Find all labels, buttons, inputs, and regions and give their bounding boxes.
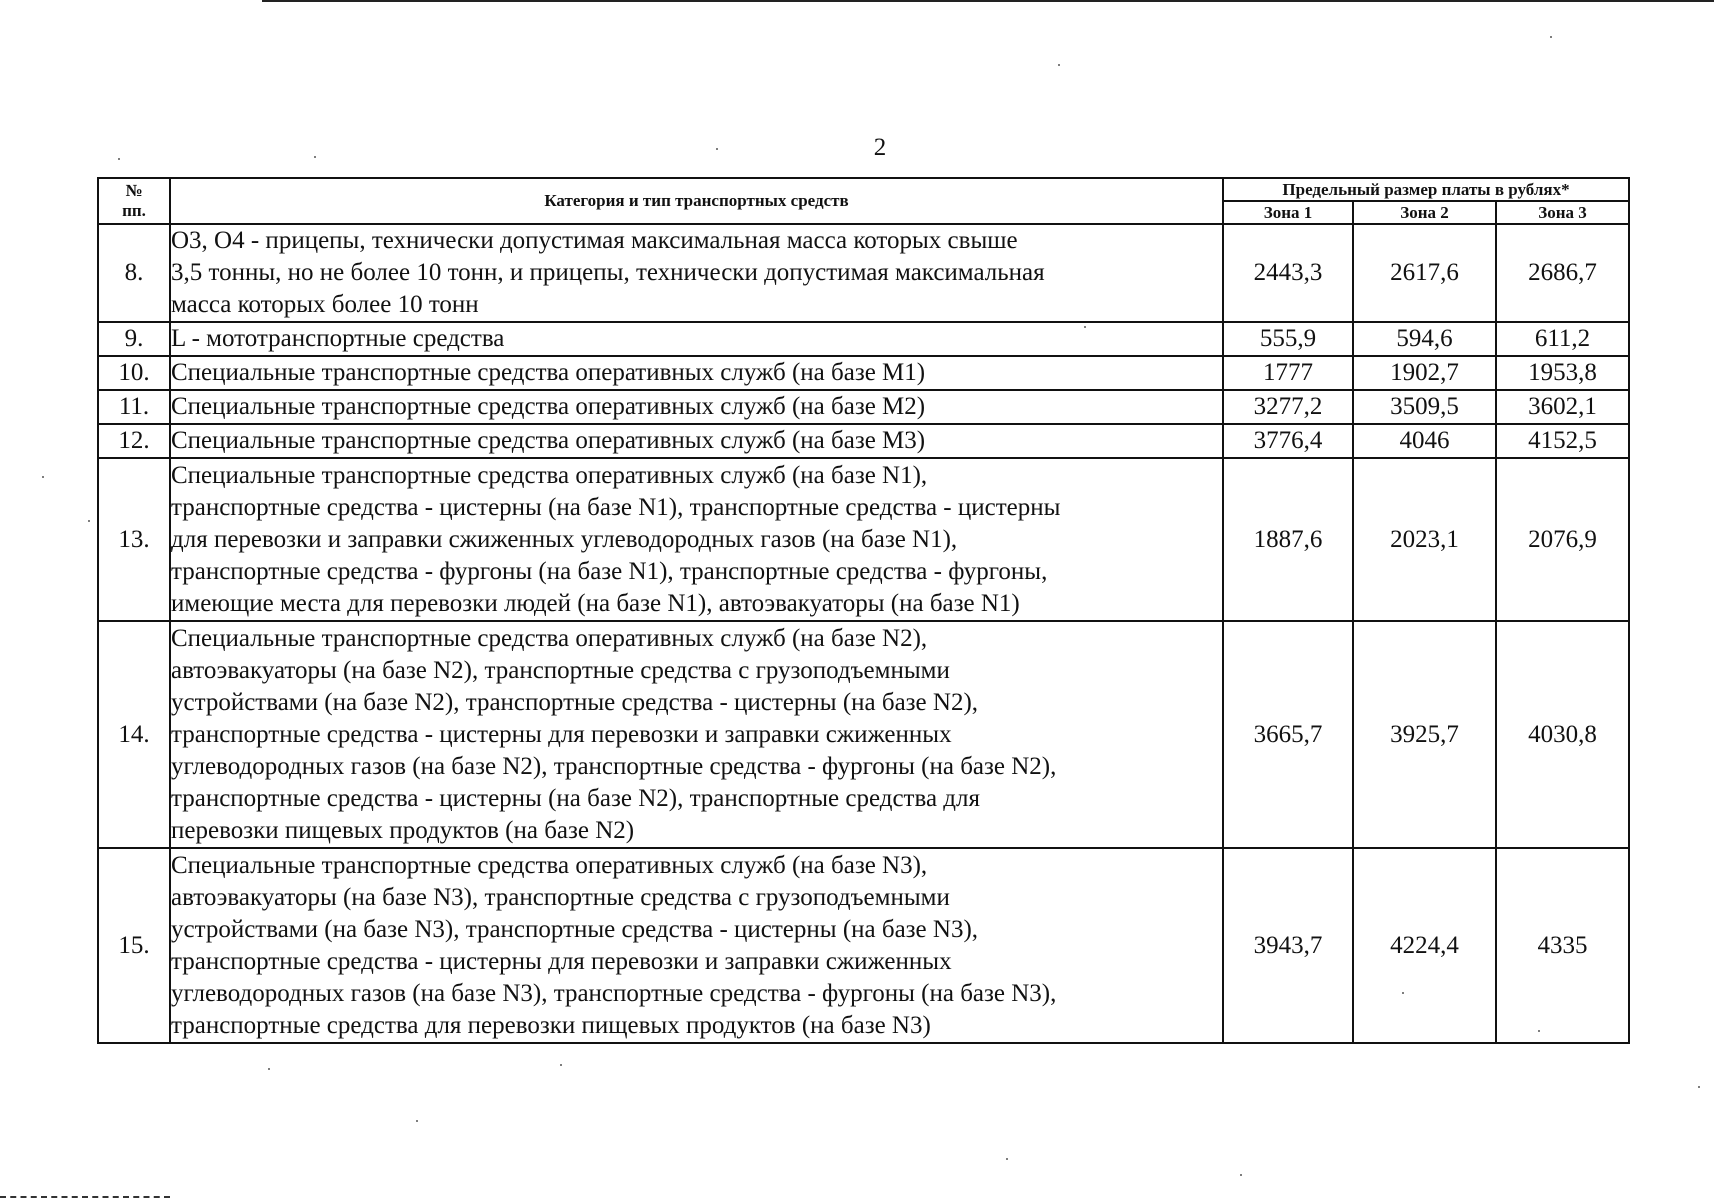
row-zone-1-value: 1777: [1223, 356, 1353, 390]
row-category: Специальные транспортные средства оперативных служб (на базе М1): [170, 356, 1223, 390]
row-zone-1-value: 3665,7: [1223, 621, 1353, 848]
number-column-header: № пп.: [98, 178, 170, 224]
table-row: [98, 458, 1629, 621]
row-category: Специальные транспортные средства оперативных служб (на базе N3), автоэвакуаторы (на базе N3), транспортные средства с грузоподъемными устройствами (на базе N3), транспортные средства - цистерны (на базе N3), транспортные средства - цистерны для перевозки и заправки сжиженных углеводородных газов (на базе N3), транспортные средства - фургоны (на базе N3), транспортные средства для перевозки пищевых продуктов (на базе N3): [170, 848, 1223, 1043]
row-category: L - мототранспортные средства: [170, 322, 1223, 356]
bottom-scan-rule: [0, 1196, 170, 1200]
row-number: 10.: [98, 356, 170, 390]
table-row: [98, 224, 1629, 322]
row-zone-3-value: 2076,9: [1496, 458, 1629, 621]
row-category: Специальные транспортные средства оперативных служб (на базе М2): [170, 390, 1223, 424]
row-zone-1-value: 2443,3: [1223, 224, 1353, 322]
zone-2-header: Зона 2: [1353, 201, 1496, 224]
row-number: 14.: [98, 621, 170, 848]
fee-group-header: Предельный размер платы в рублях*: [1223, 178, 1629, 201]
row-zone-3-value: 1953,8: [1496, 356, 1629, 390]
row-category: О3, О4 - прицепы, технически допустимая максимальная масса которых свыше 3,5 тонны, но не более 10 тонн, и прицепы, технически допустимая максимальная масса которых более 10 тонн: [170, 224, 1223, 322]
row-zone-3-value: 3602,1: [1496, 390, 1629, 424]
row-number: 8.: [98, 224, 170, 322]
tariff-table: [97, 177, 1630, 1044]
row-zone-3-value: 4030,8: [1496, 621, 1629, 848]
row-zone-2-value: 1902,7: [1353, 356, 1496, 390]
row-zone-1-value: 3277,2: [1223, 390, 1353, 424]
row-number: 9.: [98, 322, 170, 356]
row-category: Специальные транспортные средства оперативных служб (на базе М3): [170, 424, 1223, 458]
table-row: [98, 848, 1629, 1043]
row-zone-1-value: 555,9: [1223, 322, 1353, 356]
row-zone-3-value: 4335: [1496, 848, 1629, 1043]
row-zone-3-value: 4152,5: [1496, 424, 1629, 458]
row-number: 15.: [98, 848, 170, 1043]
row-zone-2-value: 4046: [1353, 424, 1496, 458]
table-row: [98, 621, 1629, 848]
zone-3-header: Зона 3: [1496, 201, 1629, 224]
row-zone-2-value: 2617,6: [1353, 224, 1496, 322]
row-zone-2-value: 594,6: [1353, 322, 1496, 356]
row-category: Специальные транспортные средства оперативных служб (на базе N1), транспортные средства - цистерны (на базе N1), транспортные средства - цистерны для перевозки и заправки сжиженных углеводородных газов (на базе N1), транспортные средства - фургоны (на базе N1), транспортные средства - фургоны, имеющие места для перевозки людей (на базе N1), автоэвакуаторы (на базе N1): [170, 458, 1223, 621]
row-zone-2-value: 3509,5: [1353, 390, 1496, 424]
row-zone-2-value: 3925,7: [1353, 621, 1496, 848]
category-column-header: Категория и тип транспортных средств: [170, 178, 1223, 224]
row-zone-3-value: 611,2: [1496, 322, 1629, 356]
row-zone-1-value: 1887,6: [1223, 458, 1353, 621]
table-row: [98, 424, 1629, 458]
row-zone-1-value: 3776,4: [1223, 424, 1353, 458]
row-zone-2-value: 4224,4: [1353, 848, 1496, 1043]
table-row: [98, 390, 1629, 424]
row-zone-1-value: 3943,7: [1223, 848, 1353, 1043]
page-number: 2: [873, 134, 887, 161]
row-zone-3-value: 2686,7: [1496, 224, 1629, 322]
table-row: [98, 356, 1629, 390]
top-scan-rule: [262, 0, 1714, 2]
row-number: 11.: [98, 390, 170, 424]
row-number: 13.: [98, 458, 170, 621]
table-row: [98, 322, 1629, 356]
zone-1-header: Зона 1: [1223, 201, 1353, 224]
row-number: 12.: [98, 424, 170, 458]
row-category: Специальные транспортные средства оперативных служб (на базе N2), автоэвакуаторы (на базе N2), транспортные средства с грузоподъемными устройствами (на базе N2), транспортные средства - цистерны (на базе N2), транспортные средства - цистерны для перевозки и заправки сжиженных углеводородных газов (на базе N2), транспортные средства - фургоны (на базе N2), транспортные средства - цистерны (на базе N2), транспортные средства для перевозки пищевых продуктов (на базе N2): [170, 621, 1223, 848]
row-zone-2-value: 2023,1: [1353, 458, 1496, 621]
